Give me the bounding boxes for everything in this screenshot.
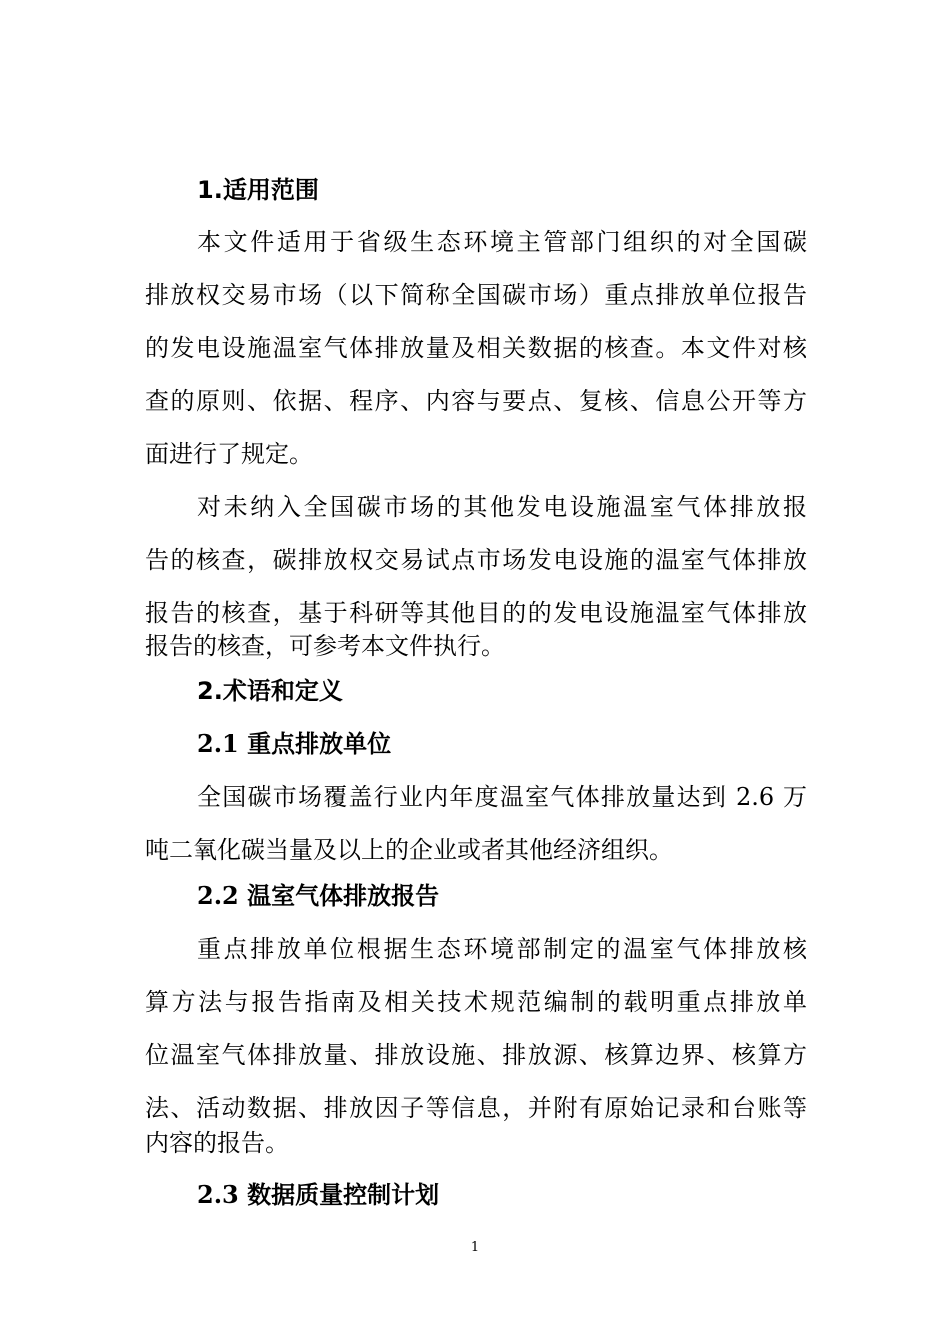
paragraph-line: 报告的核查，基于科研等其他目的的发电设施温室气体排放 [145,599,807,627]
subsection-2-1-heading: 2.1 重点排放单位 [197,729,392,758]
paragraph-line: 吨二氧化碳当量及以上的企业或者其他经济组织。 [145,836,673,864]
paragraph-line: 对未纳入全国碳市场的其他发电设施温室气体排放报 [197,493,807,521]
section-2-heading: 2.术语和定义 [197,677,343,705]
page-number: 1 [470,1240,480,1255]
paragraph-line: 法、活动数据、排放因子等信息，并附有原始记录和台账等 [145,1094,807,1122]
paragraph-line: 位温室气体排放量、排放设施、排放源、核算边界、核算方 [145,1041,807,1069]
paragraph-line: 算方法与报告指南及相关技术规范编制的载明重点排放单 [145,988,807,1016]
paragraph-line: 重点排放单位根据生态环境部制定的温室气体排放核 [197,935,807,963]
paragraph-line: 排放权交易市场（以下简称全国碳市场）重点排放单位报告 [145,281,807,309]
paragraph-line: 报告的核查，可参考本文件执行。 [145,632,505,660]
subsection-2-2-heading: 2.2 温室气体排放报告 [197,881,440,910]
subsection-2-3-heading: 2.3 数据质量控制计划 [197,1180,440,1209]
paragraph-line: 的发电设施温室气体排放量及相关数据的核查。本文件对核 [145,334,807,362]
paragraph-line: 内容的报告。 [145,1129,289,1157]
paragraph-line: 全国碳市场覆盖行业内年度温室气体排放量达到 2.6 万 [197,783,807,811]
paragraph-line: 面进行了规定。 [145,440,313,468]
section-1-heading: 1.适用范围 [197,176,319,204]
paragraph-line: 告的核查，碳排放权交易试点市场发电设施的温室气体排放 [145,546,807,574]
paragraph-line: 查的原则、依据、程序、内容与要点、复核、信息公开等方 [145,387,807,415]
paragraph-line: 本文件适用于省级生态环境主管部门组织的对全国碳 [197,228,807,256]
